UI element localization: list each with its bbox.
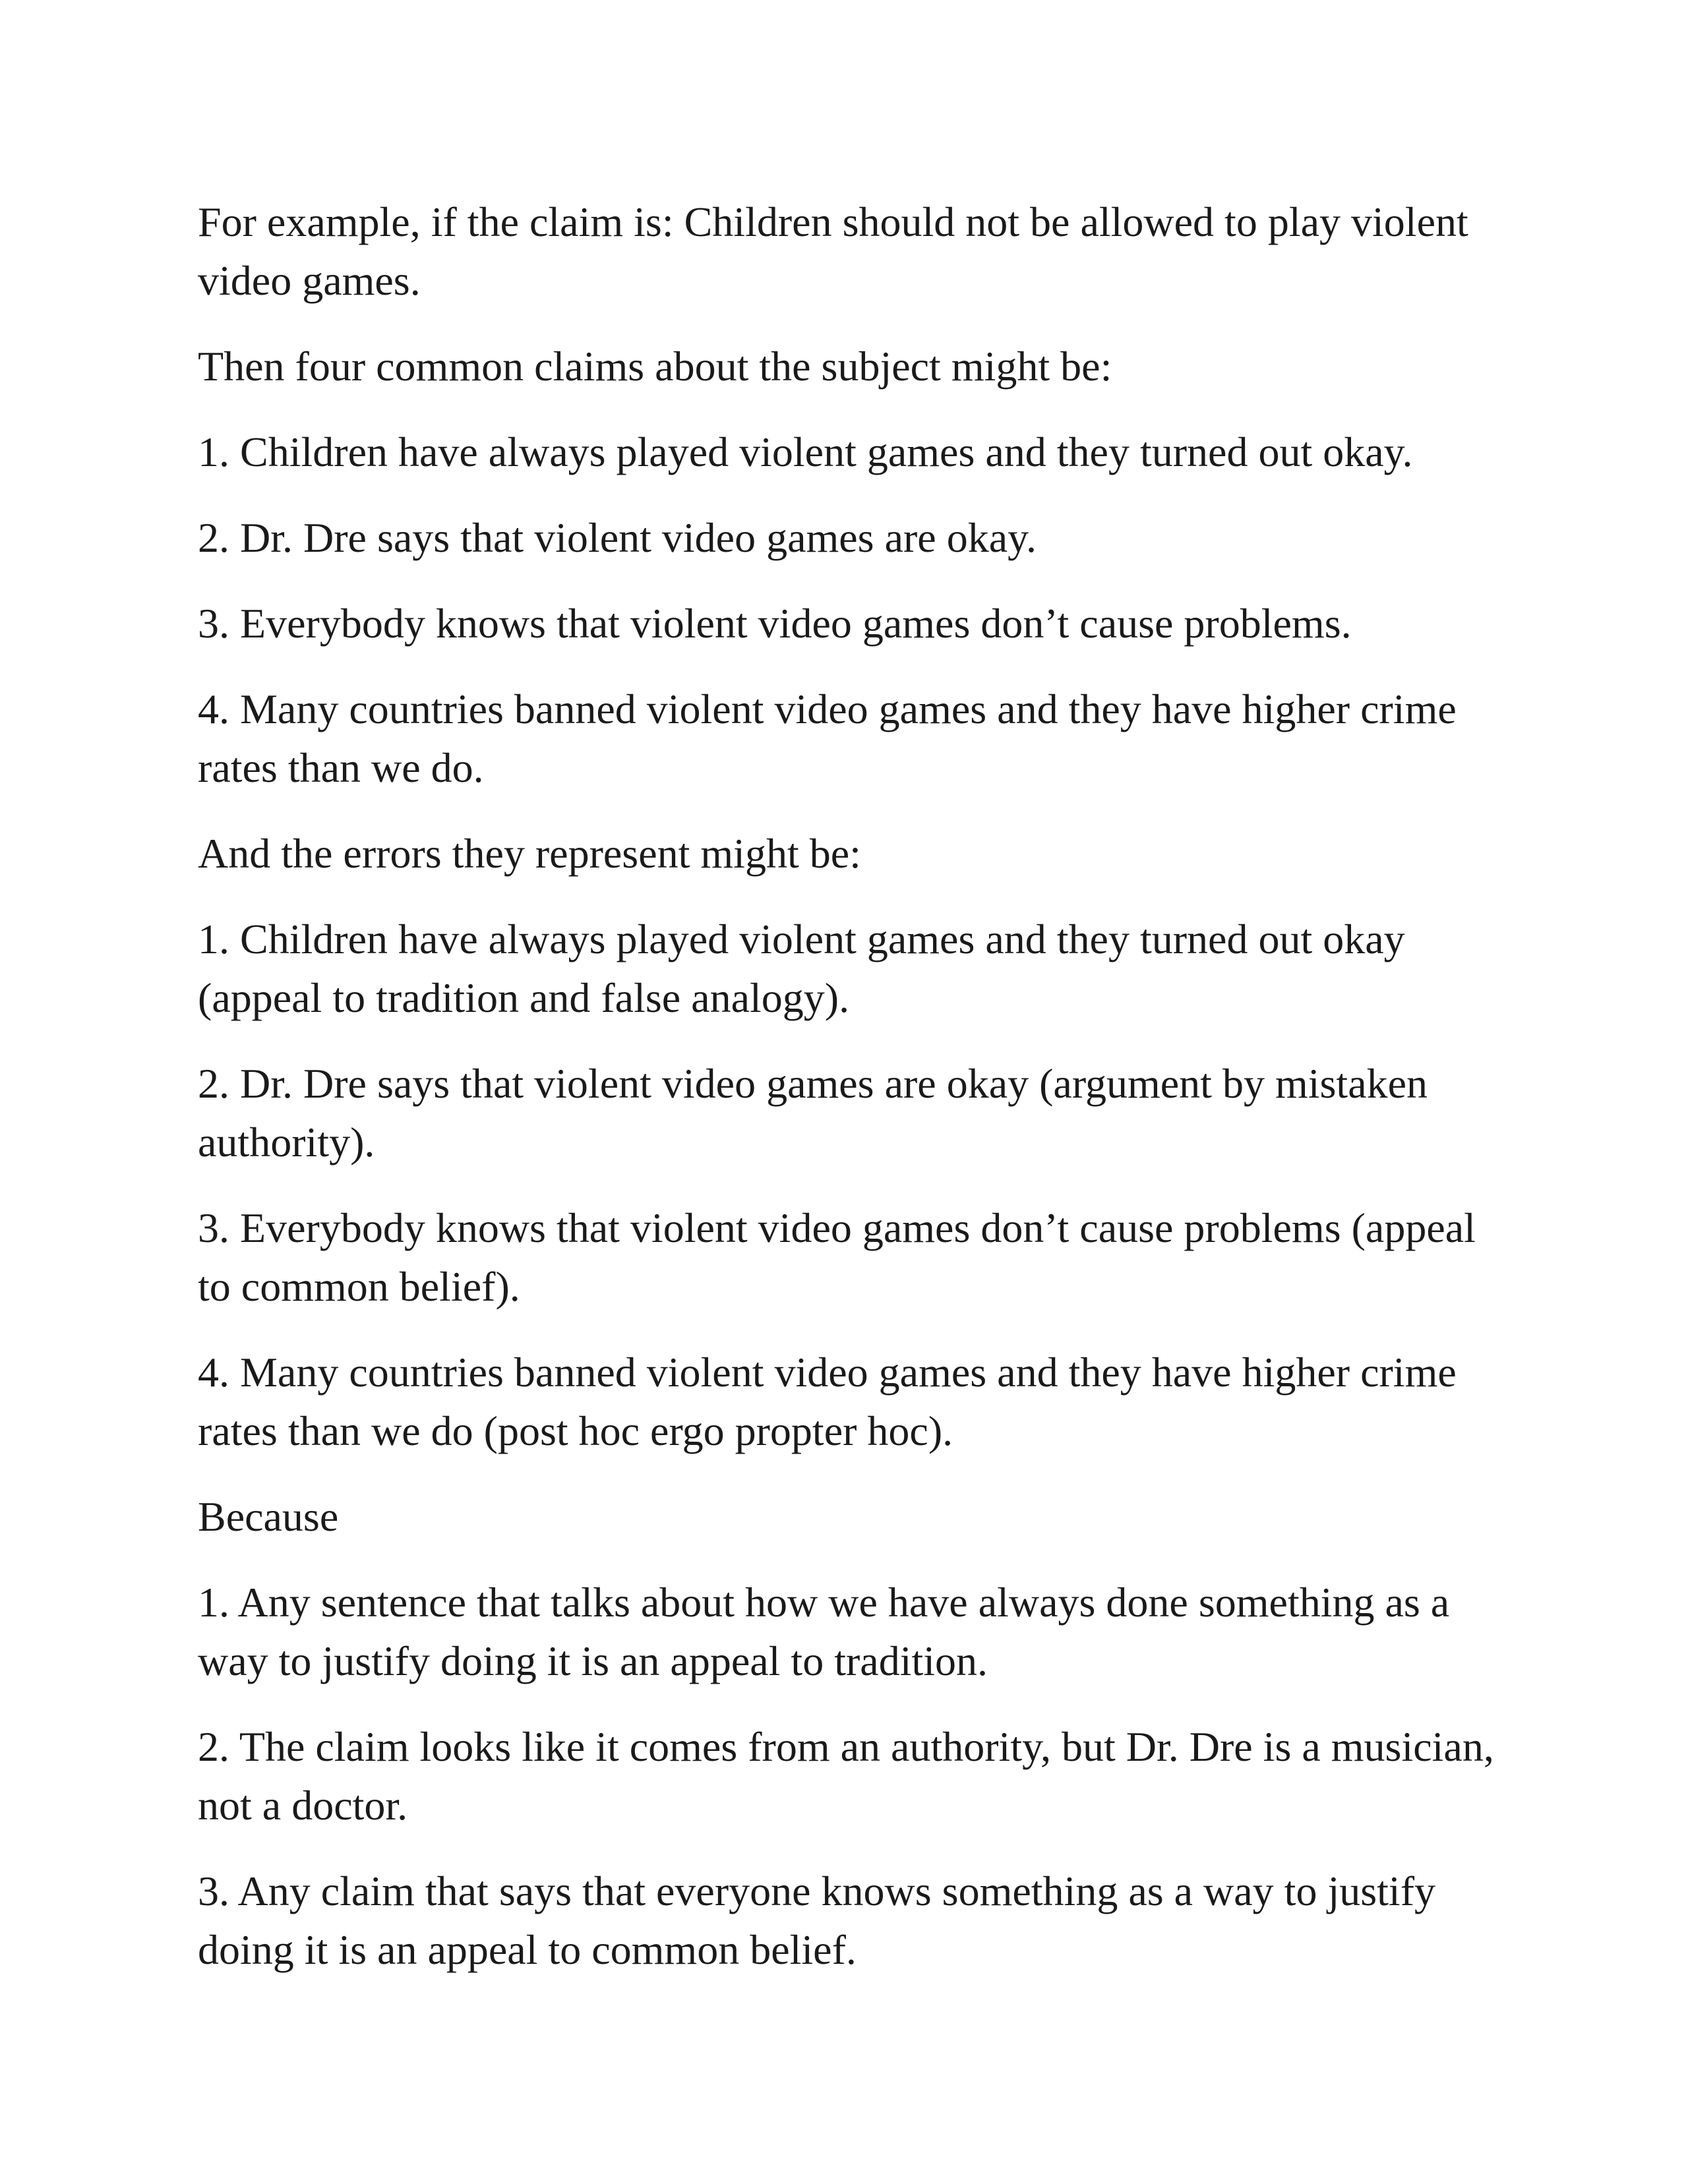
- claim-item-4: 4. Many countries banned violent video games and they have higher crime rates than we do.: [198, 686, 1457, 791]
- document-body: [198, 192, 1503, 2006]
- error-item-2: 2. Dr. Dre says that violent video games are okay (argument by mistaken authority).: [198, 1060, 1428, 1166]
- reason-item-2: 2. The claim looks like it comes from an authority, but Dr. Dre is a musician, not a doctor.: [198, 1723, 1494, 1829]
- reason-item-3: 3. Any claim that says that everyone knows something as a way to justify doing it is an appeal to common belief.: [198, 1868, 1435, 1973]
- because-heading: Because: [198, 1493, 339, 1540]
- intro-paragraph: For example, if the claim is: Children should not be allowed to play violent video games.: [198, 198, 1468, 304]
- reason-item-1: 1. Any sentence that talks about how we have always done something as a way to justify doing it is an appeal to tradition.: [198, 1579, 1450, 1684]
- errors-heading: And the errors they represent might be:: [198, 830, 861, 877]
- claim-item-3: 3. Everybody knows that violent video games don’t cause problems.: [198, 600, 1352, 647]
- error-item-1: 1. Children have always played violent games and they turned out okay (appeal to tradition and false analogy).: [198, 916, 1405, 1021]
- error-item-3: 3. Everybody knows that violent video games don’t cause problems (appeal to common belief).: [198, 1204, 1476, 1310]
- error-item-4: 4. Many countries banned violent video games and they have higher crime rates than we do (post hoc ergo propter hoc).: [198, 1349, 1457, 1454]
- claims-heading: Then four common claims about the subject might be:: [198, 343, 1112, 390]
- claim-item-1: 1. Children have always played violent games and they turned out okay.: [198, 428, 1413, 475]
- claim-item-2: 2. Dr. Dre says that violent video games are okay.: [198, 514, 1037, 561]
